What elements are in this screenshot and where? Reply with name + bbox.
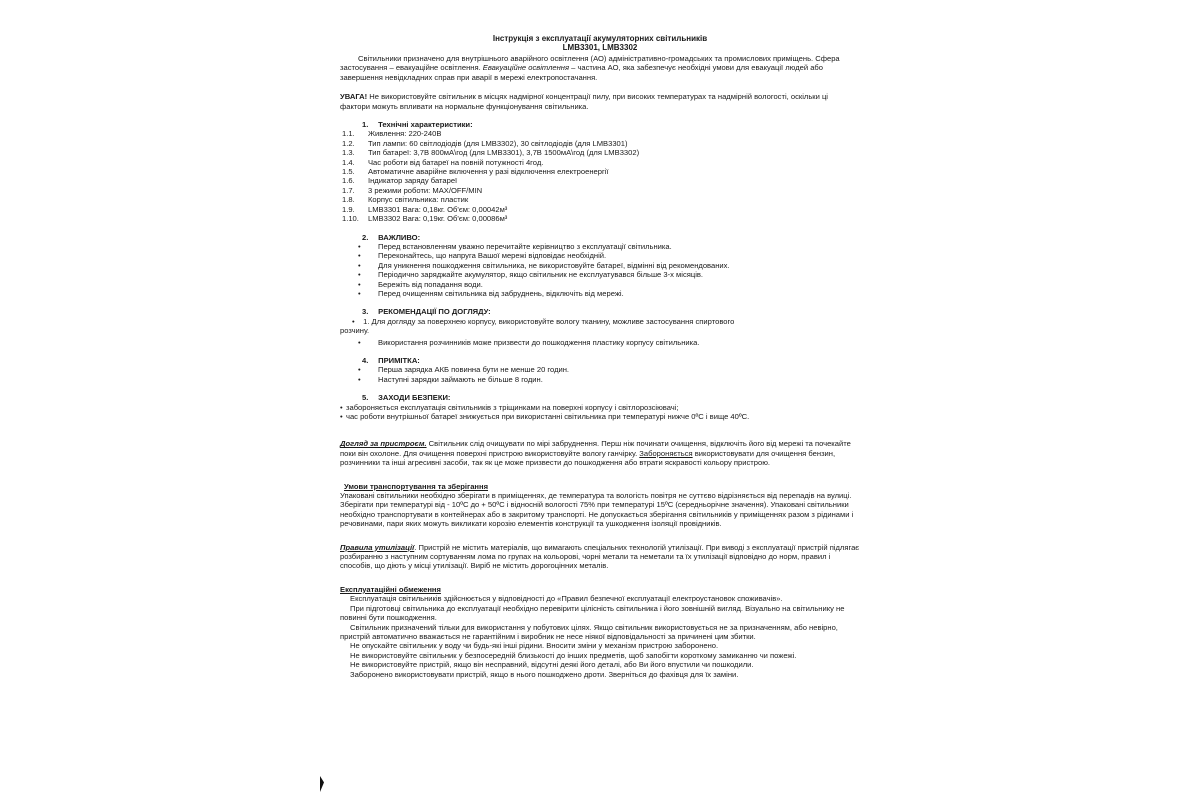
bullet-icon: • — [358, 251, 361, 261]
section-5-heading — [340, 393, 860, 402]
spec-row — [340, 205, 860, 214]
instruction-document — [340, 34, 860, 679]
care-paragraph — [340, 439, 860, 467]
limits-label: Експлуатаційні обмеження — [340, 584, 441, 594]
spec-num: 1.4. — [342, 157, 355, 167]
list-item-text: Перед очищенням світильника від забруднень, відключіть від мережі. — [378, 288, 624, 298]
section-number: 1. — [362, 120, 369, 130]
list-item-text: Наступні зарядки займають не більше 8 годин. — [378, 374, 543, 384]
care-list — [340, 338, 860, 347]
section-title: ПРИМІТКА: — [378, 355, 420, 365]
spec-num: 1.10. — [342, 214, 359, 224]
intro-text-a: Світильники призначено для внутрішнього аварійного освітлення (АО) адміністративно-громадських та промислових приміщень. Сфера застосування – евакуаційне освітлення. — [340, 54, 840, 73]
spec-num: 1.2. — [342, 138, 355, 148]
section-number: 3. — [362, 307, 369, 317]
care-forbid: Забороняється — [639, 448, 693, 458]
disposal-paragraph — [340, 543, 860, 571]
warning-text: Не використовуйте світильник в місцях надмірної концентрації пилу, при високих температурах та надмірній вологості, оскільки ці фактори можуть впливати на нормальне функціонування світильника. — [340, 92, 828, 111]
bullet-icon: • — [358, 288, 361, 298]
transport-text: Упаковані світильники необхідно зберігати в приміщеннях, де температура та вологість повітря не суттєво відрізняється від перепадів на вулиці. Зберігати при температурі від - 10ºС до + 50ºС і відносній вологості 75% при температурі 15ºС (середньорічне значення). Упаковані світильники необхідно транспортувати в контейнерах або в закритому транспорті. Не допускається зберігання світильників у приміщеннях разом з рідинами і речовинами, пари яких можуть викликати корозію елементів конструкції та ушкодження ізоляції провідників. — [340, 491, 854, 529]
spec-row — [340, 214, 860, 223]
bullet-icon: • — [358, 374, 361, 384]
list-item-text: забороняється експлуатація світильників з тріщинками на поверхні корпусу і світлорозсіювачі; — [346, 402, 679, 412]
spec-text: 3 режими роботи: MAX/OFF/MIN — [368, 185, 483, 195]
list-item — [340, 403, 860, 412]
transport-section — [340, 482, 860, 529]
spec-num: 1.8. — [342, 195, 355, 205]
section-number: 5. — [362, 393, 369, 403]
section-title: Технічні характеристики: — [378, 120, 473, 130]
document-title — [340, 34, 860, 52]
list-item — [340, 251, 860, 260]
spec-row — [340, 186, 860, 195]
section-1-heading — [340, 120, 860, 129]
bullet-icon: • — [340, 402, 343, 412]
list-item-text: Перша зарядка АКБ повинна бути не менше 20 годин. — [378, 365, 570, 375]
list-item — [340, 375, 860, 384]
section-2-heading — [340, 233, 860, 242]
list-item — [340, 365, 860, 374]
limits-paragraph: Світильник призначений тільки для використання у побутових цілях. Якщо світильник використовується не за призначенням, або невірно, пристрій автоматично вважається не гарантійним і виробник не несе ніякої відповідальності за причинені цим збитки. — [340, 622, 838, 641]
list-item — [340, 412, 860, 421]
spec-text: Індикатор заряду батареї — [368, 176, 458, 186]
list-item — [340, 338, 860, 347]
intro-emphasis: Евакуаційне освітлення — [482, 63, 570, 73]
list-item-text: 1. Для догляду за поверхнею корпусу, використовуйте вологу тканину, можливе застосування спиртового — [363, 316, 735, 326]
spec-row — [340, 148, 860, 157]
list-item — [340, 261, 860, 270]
section-3-heading — [340, 307, 860, 316]
limits-paragraph: Не опускайте світильник у воду чи будь-які інші рідини. Вносити зміни у механізм пристрою заборонено. — [350, 641, 719, 651]
section-title: РЕКОМЕНДАЦІЇ ПО ДОГЛЯДУ: — [378, 307, 491, 317]
spec-text: Живлення: 220-240В — [368, 129, 442, 139]
disposal-label: Правила утилізації — [340, 542, 415, 552]
limits-paragraph: При підготовці світильника до експлуатації необхідно перевірити цілісність світильника і його зовнішній вигляд. Візуально на світильнику не повинні бути пошкодження. — [340, 603, 845, 623]
spec-num: 1.3. — [342, 148, 355, 158]
section-title: ВАЖЛИВО: — [378, 232, 421, 242]
disposal-text: . Пристрій не містить матеріалів, що вимагають спеціальних технологій утилізації. При виводі з експлуатації пристрій підлягає розбиранню з наступним сортуванням лома по групах на кольорові, чорні метали та неметали та їх утилізації відповідно до норм, правил і способів, що діють у місці утилізації. Виріб не містить дорогоцінних металів. — [340, 542, 860, 571]
spec-list — [340, 129, 860, 223]
bullet-icon: • — [358, 260, 361, 270]
spec-text: LMB3302 Вага: 0,19кг. Об'єм: 0,00086м³ — [368, 214, 508, 224]
spec-row — [340, 176, 860, 185]
warning-label: УВАГА! — [340, 92, 368, 102]
note-list — [340, 365, 860, 384]
limits-paragraph: Заборонено використовувати пристрій, якщо в нього пошкоджено дроти. Зверніться до фахівця для їх заміни. — [350, 669, 739, 679]
spec-text: Тип батареї: 3,7В 800мА\год (для LMB3301), 3,7В 1500мА\год (для LMB3302) — [368, 148, 640, 158]
care-label: Догляд за пристроєм. — [340, 439, 427, 449]
list-item-continuation: розчину. — [340, 326, 370, 336]
bullet-icon: • — [358, 279, 361, 289]
bullet-icon: • — [358, 365, 361, 375]
spec-row — [340, 195, 860, 204]
list-item-text: Періодично заряджайте акумулятор, якщо світильник не експлуатувався більше 3-х місяців. — [378, 270, 704, 280]
spec-text: Корпус світильника: пластик — [368, 195, 469, 205]
spec-row — [340, 129, 860, 138]
spec-num: 1.6. — [342, 176, 355, 186]
list-item-text: час роботи внутрішньої батареї знижується при використанні світильника при температурі нижче 0ºС і вище 40ºС. — [346, 412, 750, 421]
list-item — [340, 289, 860, 298]
bullet-icon: • — [358, 241, 361, 251]
intro-paragraph — [340, 54, 860, 82]
bullet-icon: • — [358, 337, 361, 347]
limits-paragraph: Експлуатація світильників здійснюється у відповідності до «Правил безпечної експлуатації електроустановок споживачів». — [350, 594, 783, 604]
section-number: 4. — [362, 355, 369, 365]
list-item — [340, 242, 860, 251]
title-line-1: Інструкція з експлуатації акумуляторних світильників — [492, 34, 708, 43]
spec-row — [340, 167, 860, 176]
list-item — [340, 280, 860, 289]
care-text-b: використовувати для очищення бензин, розчинники та інші агресивні засоби, так як це може призвести до пошкодження або втрати яскравості кольору пристрою. — [340, 448, 836, 468]
spec-num: 1.7. — [342, 185, 355, 195]
important-list — [340, 242, 860, 298]
intro-text-b: – частина АО, яка забезпечує необхідні умови для евакуації людей або завершення невідкладних справ при аварії в мережі електропостачання. — [340, 63, 823, 82]
spec-num: 1.1. — [342, 129, 355, 139]
transport-label: Умови транспортування та зберігання — [344, 481, 489, 491]
warning-paragraph — [340, 92, 860, 111]
list-item — [340, 270, 860, 279]
spec-num: 1.9. — [342, 204, 355, 214]
safety-list — [340, 403, 860, 422]
section-number: 2. — [362, 232, 369, 242]
limits-paragraph: Не використовуйте пристрій, якщо він несправний, відсутні деякі його деталі, або Ви його впустили чи пошкодили. — [350, 660, 754, 670]
bullet-icon: • — [340, 412, 343, 421]
spec-text: LMB3301 Вага: 0,18кг. Об'єм: 0,00042м³ — [368, 204, 508, 214]
care-recommendations — [340, 317, 860, 347]
spec-text: Час роботи від батареї на повній потужності 4год. — [368, 157, 544, 167]
spec-num: 1.5. — [342, 167, 355, 177]
title-line-2: LMB3301, LMB3302 — [562, 43, 638, 52]
limits-section — [340, 585, 860, 679]
list-item — [340, 317, 860, 326]
bullet-icon: • — [352, 316, 364, 326]
spec-row — [340, 158, 860, 167]
list-item-text: Переконайтесь, що напруга Вашої мережі відповідає необхідній. — [378, 251, 607, 261]
bullet-icon: • — [358, 270, 361, 280]
limits-paragraph: Не використовуйте світильник у безпосередній близькості до інших предметів, щоб запобігти короткому замиканню чи пожежі. — [350, 650, 797, 660]
list-item-text: Бережіть від попадання води. — [378, 279, 483, 289]
spec-text: Тип лампи: 60 світлодіодів (для LMB3302), 30 світлодіодів (для LMB3301) — [368, 138, 628, 148]
list-item-text: Використання розчинників може призвести до пошкодження пластику корпусу світильника. — [378, 337, 700, 347]
section-4-heading — [340, 356, 860, 365]
care-text-a: Світильник слід очищувати по мірі забруднення. Перш ніж починати очищення, відключіть його від мережі та почекайте поки він охолоне. Для очищення поверхні пристрою використовуйте вологу ганчірку. — [340, 439, 851, 458]
section-title: ЗАХОДИ БЕЗПЕКИ: — [378, 393, 451, 403]
spec-text: Автоматичне аварійне включення у разі відключення електроенергії — [368, 167, 609, 177]
spec-row — [340, 139, 860, 148]
list-item-text: Перед встановленням уважно перечитайте керівництво з експлуатації світильника. — [378, 241, 672, 251]
list-item-text: Для уникнення пошкодження світильника, не використовуйте батареї, відмінні від рекомендованих. — [378, 260, 730, 270]
